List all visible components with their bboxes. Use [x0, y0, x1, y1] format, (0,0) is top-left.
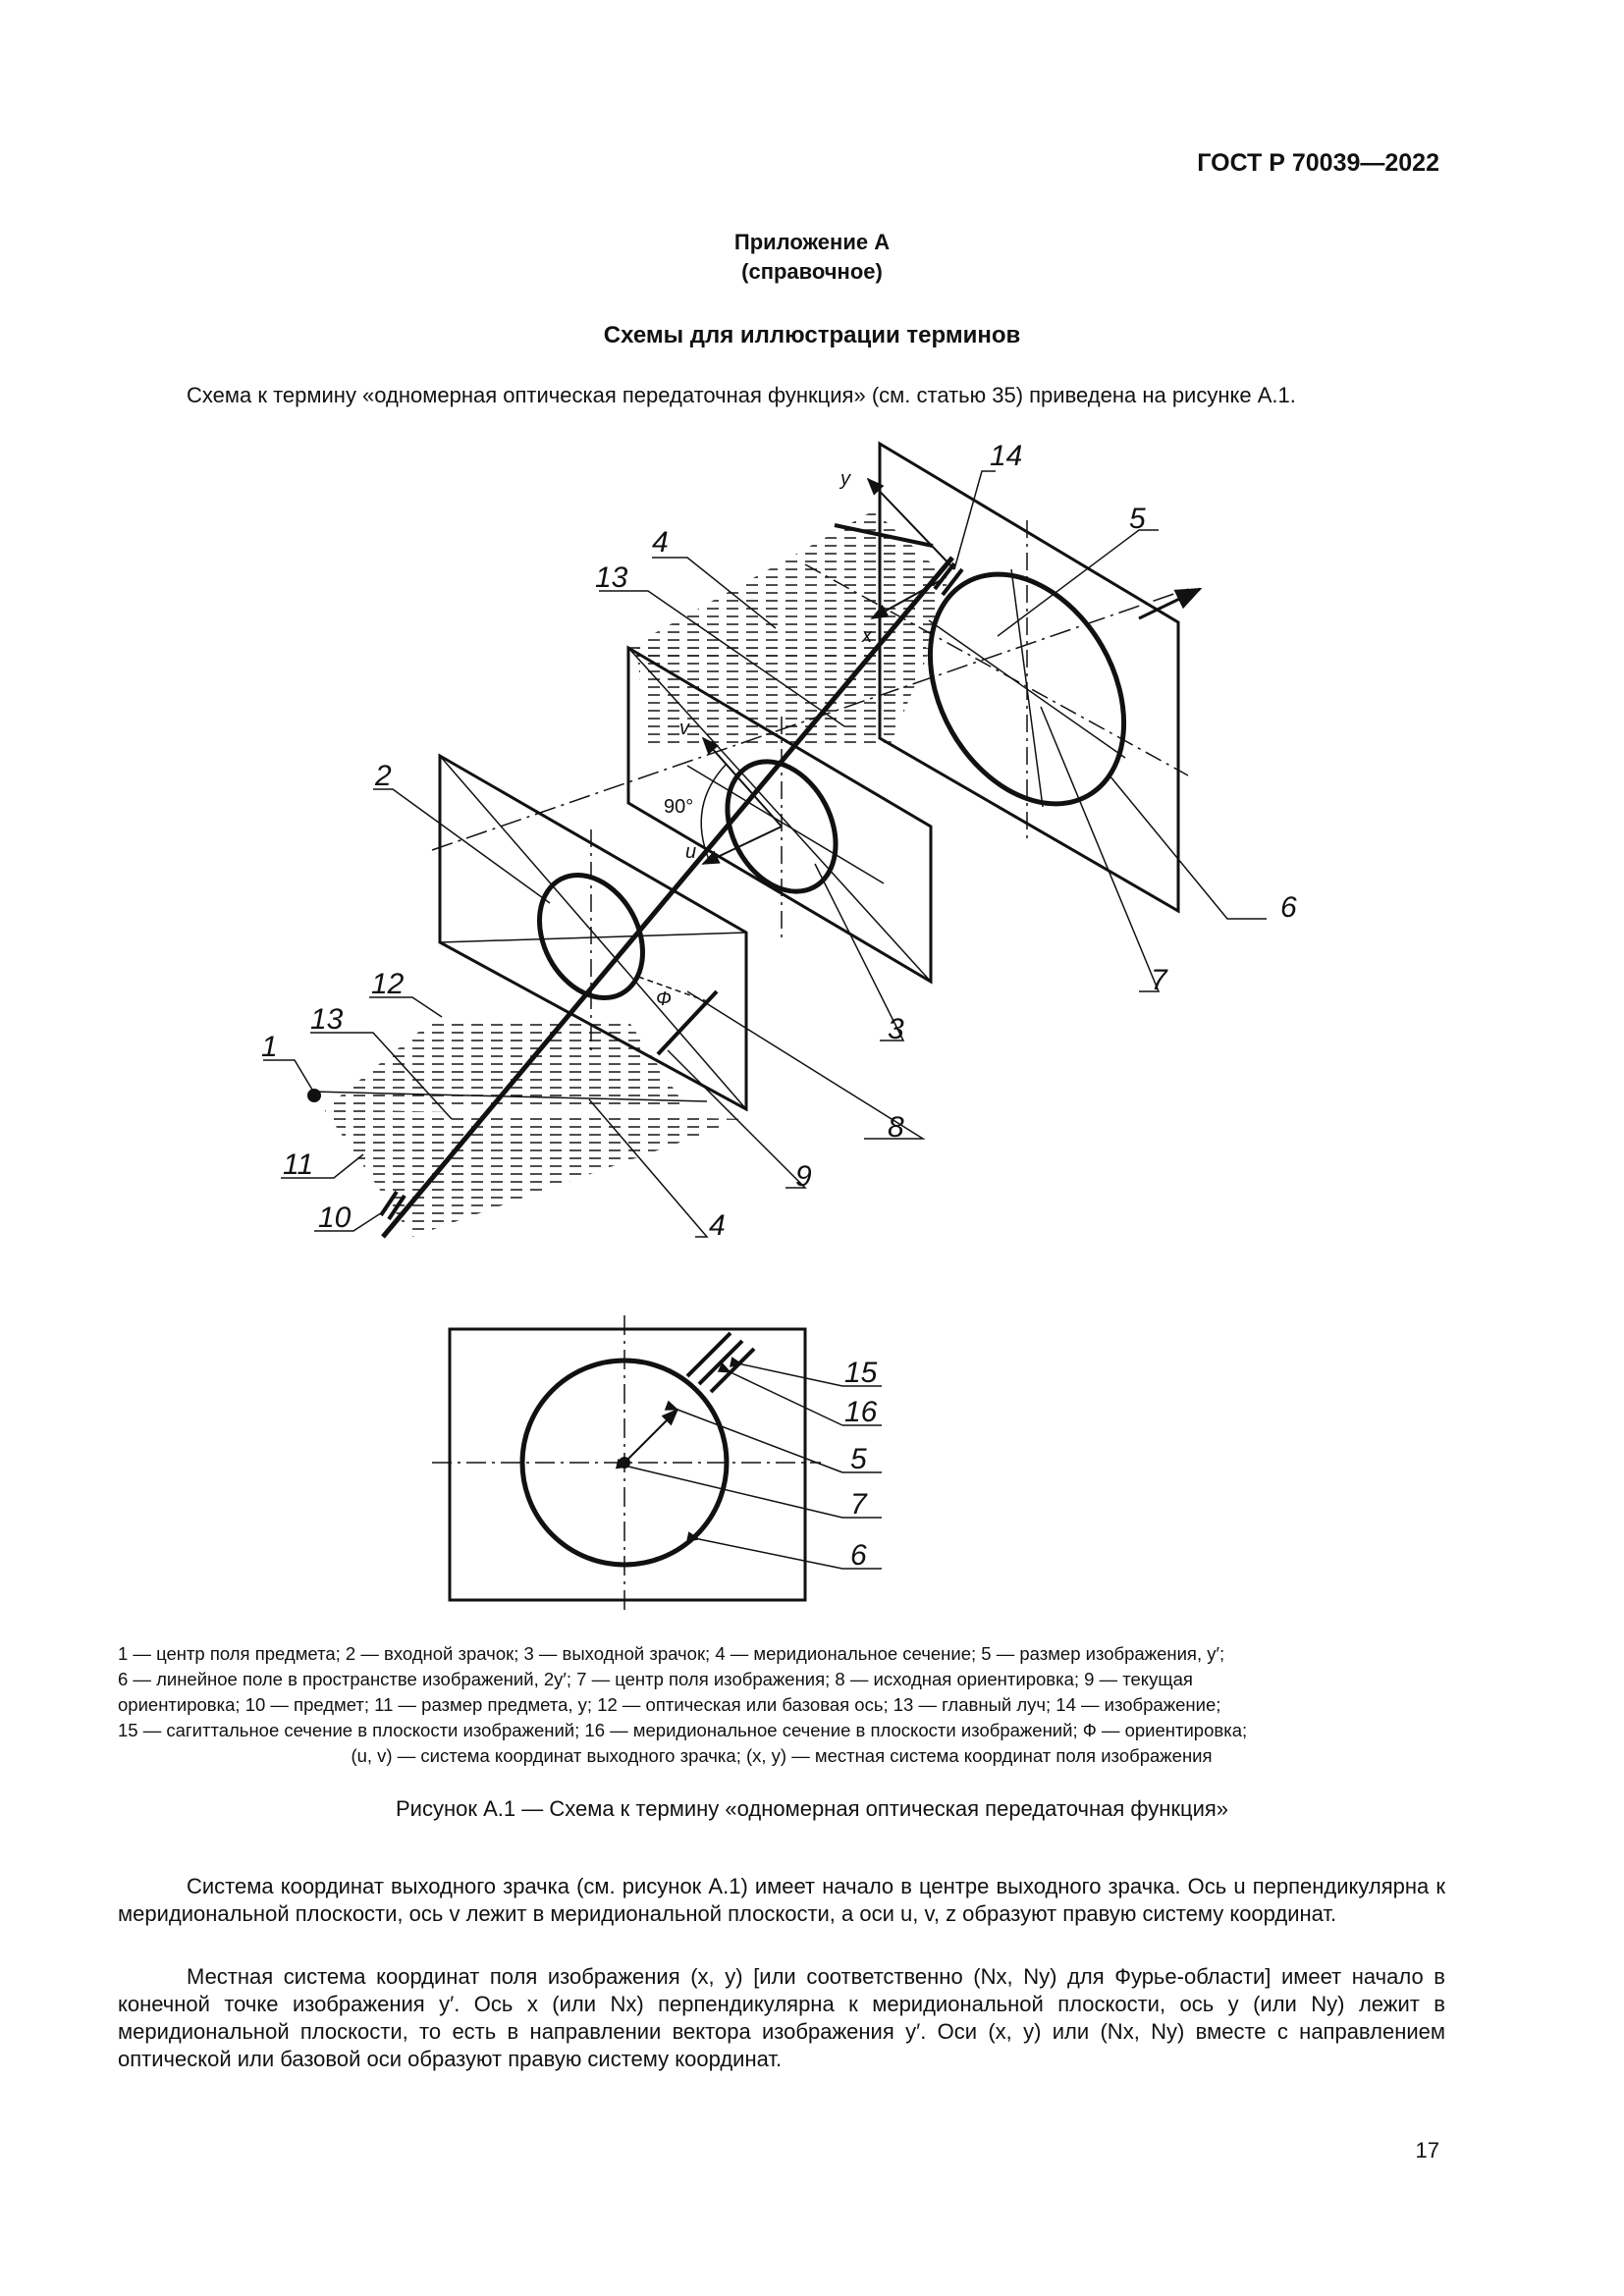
label-9: 9	[795, 1160, 812, 1193]
axis-label-v: v	[679, 718, 689, 739]
sagittal-mark-1	[687, 1333, 731, 1376]
label-13-bottom: 13	[310, 1003, 344, 1036]
label-16: 16	[844, 1396, 878, 1428]
paragraph: Местная система координат поля изображения (x, y) [или соответственно (Nx, Ny) для Фурье-области] имеет начало в конечной точке изображения y′. Ось x (или Nx) перпендикулярна к меридиональной плоскости, ось y (или Ny) лежит в меридиональной плоскости, то есть в направлении вектора изображения y′. Оси (x, y) или (Nx, Ny) вместе с направлением оптической или базовой оси образуют правую систему координат.	[118, 1964, 1445, 2071]
appendix-subtitle: (справочное)	[741, 259, 883, 284]
figure-labels-bottom	[844, 1357, 878, 1572]
label-10: 10	[318, 1201, 352, 1234]
figure-caption: Рисунок А.1 — Схема к термину «одномерная оптическая передаточная функция»	[395, 1796, 1229, 1821]
meridional-section-image	[628, 510, 948, 658]
label-6: 6	[1280, 891, 1297, 924]
label-8: 8	[888, 1111, 904, 1144]
label-7: 7	[1151, 964, 1167, 996]
document-header: ГОСТ Р 70039—2022	[1197, 149, 1439, 177]
section-title: Схемы для иллюстрации терминов	[603, 322, 1021, 348]
label-13-top: 13	[595, 561, 628, 594]
paragraph: Система координат выходного зрачка (см. рисунок А.1) имеет начало в центре выходного зрачка. Ось u перпендикулярна к меридиональной плоскости, ось v лежит в меридиональной плоскости, а оси u, v, z образуют правую систему координат.	[118, 1874, 1445, 1926]
image-size-vector	[624, 1410, 677, 1463]
label-6-bottom: 6	[850, 1539, 867, 1572]
label-11: 11	[283, 1148, 314, 1181]
label-12: 12	[371, 968, 405, 1000]
axis-label-x: x	[862, 625, 872, 647]
figure-legend	[118, 1641, 1445, 1769]
label-2: 2	[375, 760, 392, 792]
label-7-bottom: 7	[850, 1488, 867, 1521]
legend-line: 1 — центр поля предмета; 2 — входной зрачок; 3 — выходной зрачок; 4 — меридиональное сечение; 5 — размер изображения, y′;	[118, 1643, 1225, 1664]
label-4-bottom: 4	[709, 1209, 726, 1242]
object-field-center	[307, 1089, 321, 1102]
label-5: 5	[1129, 503, 1146, 535]
exit-pupil-diagonal-2	[687, 766, 884, 883]
meridional-section-object-bottom	[324, 1109, 746, 1237]
angle-label: 90°	[664, 796, 694, 818]
label-3: 3	[888, 1013, 904, 1045]
label-14: 14	[990, 440, 1023, 472]
legend-line: (u, v) — система координат выходного зрачка; (x, y) — местная система координат поля изображения	[351, 1745, 1213, 1766]
legend-line: 15 — сагиттальное сечение в плоскости изображений; 16 — меридиональное сечение в плоскости изображений; Ф — ориентировка;	[118, 1720, 1248, 1740]
label-5-bottom: 5	[850, 1443, 867, 1475]
legend-line: ориентировка; 10 — предмет; 11 — размер предмета, y; 12 — оптическая или базовая ось; 13 — главный луч; 14 — изображение;	[118, 1694, 1221, 1715]
label-4-top: 4	[652, 526, 669, 559]
label-1: 1	[261, 1031, 278, 1063]
appendix-title: Приложение А	[733, 230, 891, 254]
sagittal-mark-3	[711, 1349, 754, 1392]
axis-label-y: y	[840, 468, 850, 490]
page-number: 17	[1415, 2138, 1439, 2163]
sagittal-mark-2	[699, 1341, 742, 1384]
intro-sentence: Схема к термину «одномерная оптическая передаточная функция» (см. статью 35) приведена на рисунке А.1.	[187, 383, 1296, 407]
axis-label-u: u	[685, 841, 697, 863]
label-15: 15	[844, 1357, 878, 1389]
legend-line: 6 — линейное поле в пространстве изображений, 2y′; 7 — центр поля изображения; 8 — исходная ориентировка; 9 — текущая	[118, 1669, 1193, 1689]
orientation-label: Ф	[656, 988, 672, 1010]
entrance-pupil-diagonal-2	[440, 933, 746, 942]
